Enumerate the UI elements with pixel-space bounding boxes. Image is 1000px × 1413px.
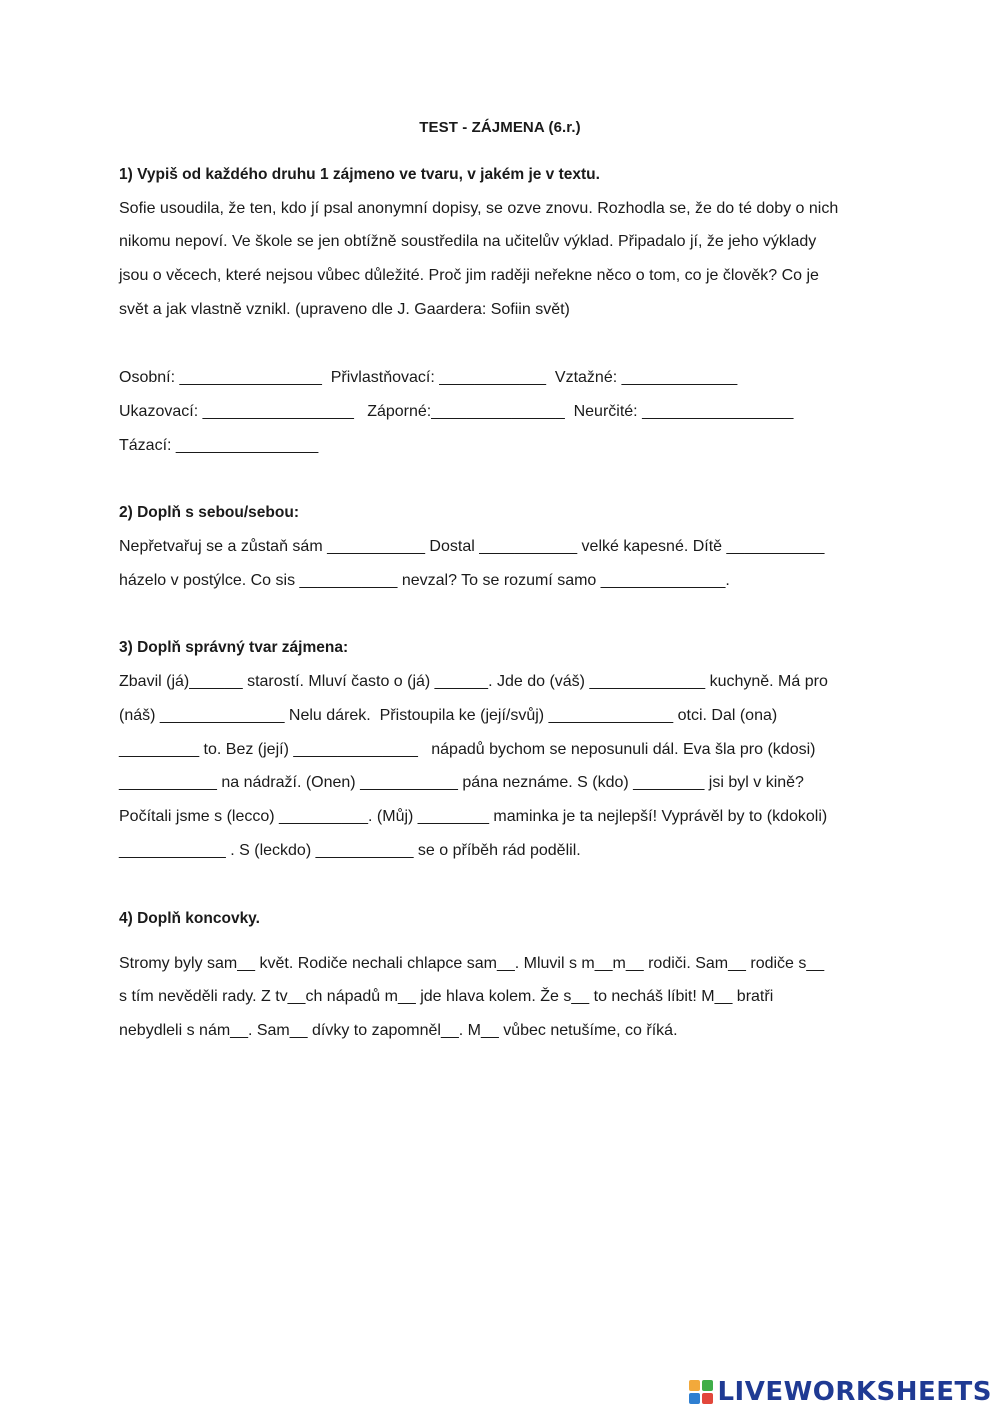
section-4-heading: 4) Doplň koncovky. bbox=[119, 910, 260, 927]
section-1-fields-row: Ukazovací: _________________ Záporné:_______________ Neurčité: _________________ bbox=[119, 403, 794, 420]
liveworksheets-logo-text: LIVEWORKSHEETS bbox=[717, 1377, 992, 1407]
section-2-text-line: házelo v postýlce. Co sis ___________ nevzal? To se rozumí samo ______________. bbox=[119, 572, 730, 589]
section-1-text-line: jsou o věcech, které nejsou vůbec důležité. Proč jim raději neřekne něco o tom, co je člověk? Co je bbox=[119, 267, 819, 284]
section-3-text-line: ___________ na nádraží. (Onen) ___________ pána neznáme. S (kdo) ________ jsi byl v kině? bbox=[119, 774, 804, 791]
section-1-text-line: svět a jak vlastně vznikl. (upraveno dle J. Gaardera: Sofiin svět) bbox=[119, 301, 570, 318]
section-1-fields-row: Tázací: ________________ bbox=[119, 437, 319, 454]
section-3-heading: 3) Doplň správný tvar zájmena: bbox=[119, 639, 349, 656]
section-4-text-line: Stromy byly sam__ květ. Rodiče nechali chlapce sam__. Mluvil s m__m__ rodiči. Sam__ rodiče s__ bbox=[119, 955, 825, 972]
section-1-text-line: nikomu nepoví. Ve škole se jen obtížně soustředila na učitelův výklad. Připadalo jí, že jeho výklady bbox=[119, 233, 817, 250]
section-2-heading: 2) Doplň s sebou/sebou: bbox=[119, 504, 299, 521]
section-3-text-line: ____________ . S (leckdo) ___________ se o příběh rád podělil. bbox=[119, 842, 581, 859]
liveworksheets-logo-icon bbox=[689, 1380, 713, 1404]
section-3-text-line: (náš) ______________ Nelu dárek. Přistoupila ke (její/svůj) ______________ otci. Dal (ona) bbox=[119, 707, 778, 724]
section-1-text-line: Sofie usoudila, že ten, kdo jí psal anonymní dopisy, se ozve znovu. Rozhodla se, že do té doby o nich bbox=[119, 200, 839, 217]
page-title: TEST - ZÁJMENA (6.r.) bbox=[419, 119, 581, 136]
liveworksheets-logo bbox=[689, 1375, 992, 1409]
section-3-text-line: Počítali jsme s (lecco) __________. (Můj) ________ maminka je ta nejlepší! Vyprávěl by to (kdokoli) bbox=[119, 808, 828, 825]
section-4-text-line: nebydleli s nám__. Sam__ dívky to zapomněl__. M__ vůbec netušíme, co říká. bbox=[119, 1022, 678, 1039]
section-3-text-line: _________ to. Bez (její) ______________ nápadů bychom se neposunuli dál. Eva šla pro (kdosi) bbox=[119, 741, 816, 758]
section-4-text-line: s tím nevěděli rady. Z tv__ch nápadů m__ jde hlava kolem. Že s__ to necháš líbit! M__ bratři bbox=[119, 988, 774, 1005]
section-3-text-line: Zbavil (já)______ starostí. Mluví často o (já) ______. Jde do (váš) _____________ kuchyně. Má pro bbox=[119, 673, 828, 690]
section-1-heading: 1) Vypiš od každého druhu 1 zájmeno ve tvaru, v jakém je v textu. bbox=[119, 166, 600, 183]
section-2-text-line: Nepřetvařuj se a zůstaň sám ___________ Dostal ___________ velké kapesné. Dítě ___________ bbox=[119, 538, 825, 555]
section-1-fields-row: Osobní: ________________ Přivlastňovací: ____________ Vztažné: _____________ bbox=[119, 369, 738, 386]
